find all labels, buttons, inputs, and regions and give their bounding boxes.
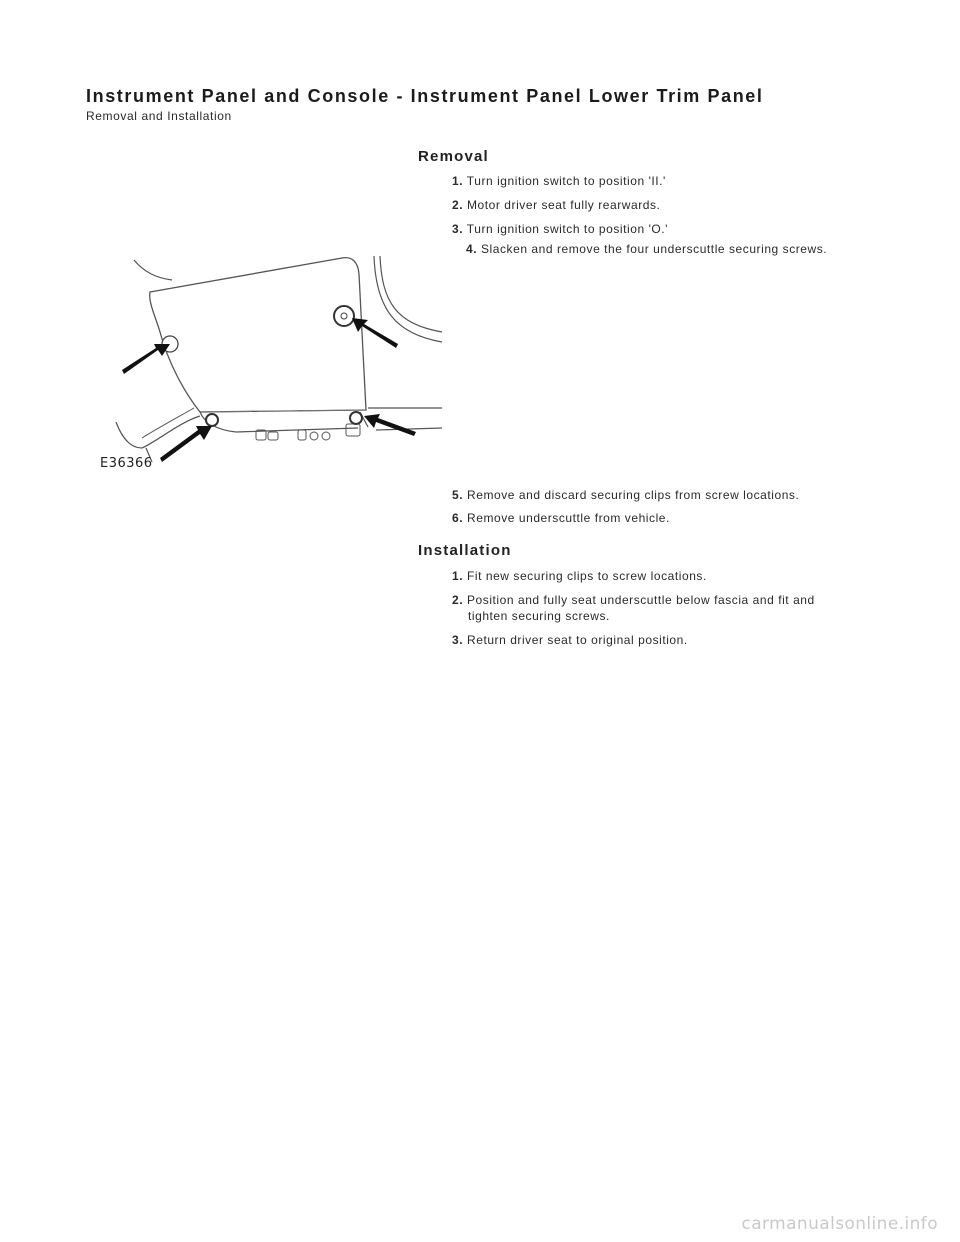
removal-step-6: 6. Remove underscuttle from vehicle. bbox=[452, 511, 670, 525]
installation-heading: Installation bbox=[418, 542, 512, 559]
panel-lower-edge bbox=[200, 412, 358, 432]
removal-heading: Removal bbox=[418, 148, 489, 165]
removal-step-1: 1. Turn ignition switch to position 'II.' bbox=[452, 174, 666, 188]
figure-label: E36366 bbox=[100, 456, 153, 471]
screw-bottom-left bbox=[206, 414, 218, 426]
arrow-left bbox=[122, 344, 170, 374]
arrow-bottom-left bbox=[160, 426, 212, 462]
page-title: Instrument Panel and Console - Instrument Panel Lower Trim Panel bbox=[86, 86, 764, 106]
arrow-bottom-right bbox=[364, 414, 416, 436]
installation-step-1: 1. Fit new securing clips to screw locations. bbox=[452, 569, 707, 583]
watermark-link[interactable]: carmanualsonline.info bbox=[741, 1214, 938, 1234]
installation-step-2: 2. Position and fully seat underscuttle below fascia and fit and tighten securing screws. bbox=[452, 593, 815, 623]
removal-step-5: 5. Remove and discard securing clips from screw locations. bbox=[452, 488, 800, 502]
under-connectors bbox=[256, 424, 360, 440]
underscuttle-figure bbox=[96, 252, 442, 482]
fascia-outline bbox=[134, 260, 172, 280]
page-subtitle: Removal and Installation bbox=[86, 109, 232, 123]
removal-step-2: 2. Motor driver seat fully rearwards. bbox=[452, 198, 661, 212]
right-trim bbox=[380, 256, 442, 332]
underscuttle-panel bbox=[150, 258, 366, 412]
removal-step-4: 4. Slacken and remove the four underscuttle securing screws. bbox=[466, 242, 828, 256]
screw-bottom-right bbox=[350, 412, 362, 424]
installation-step-3: 3. Return driver seat to original position. bbox=[452, 633, 688, 647]
removal-step-3: 3. Turn ignition switch to position 'O.' bbox=[452, 222, 669, 236]
screw-top-right bbox=[334, 306, 354, 326]
